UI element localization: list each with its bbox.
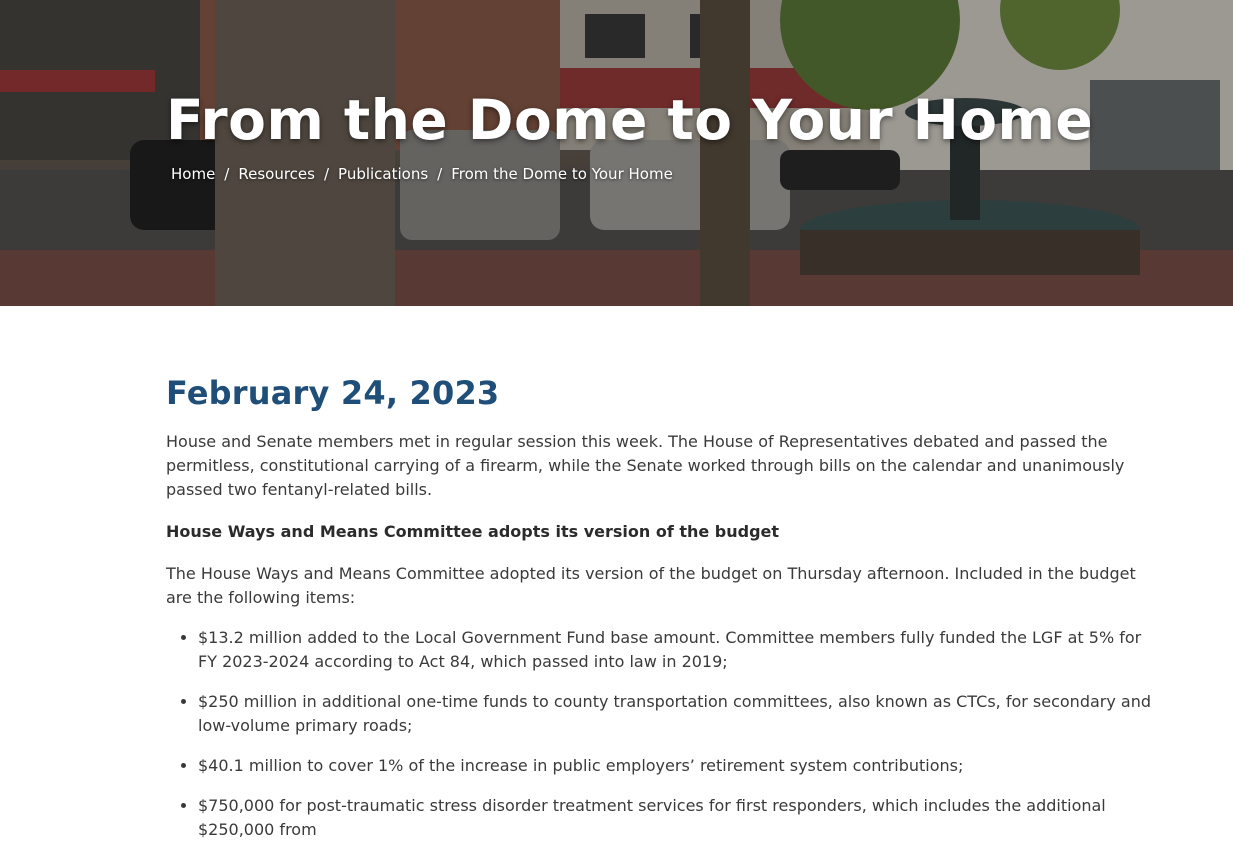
list-item: • $13.2 million added to the Local Government Fund base amount. Committee members fully funded the LGF at 5% for FY 2023-2024 according to Act 84, which passed into law in 2019; [198, 626, 1156, 674]
breadcrumb-separator: / [323, 165, 330, 183]
list-item: • $750,000 for post-traumatic stress disorder treatment services for first responders, which includes the additional $250,000 from [198, 794, 1156, 842]
article-intro: House and Senate members met in regular session this week. The House of Representatives debated and passed the permitless, constitutional carrying of a firearm, while the Senate worked through bills on the calendar and unanimously passed two fentanyl-related bills. [166, 432, 1125, 499]
article-content [0, 374, 1156, 842]
section-subheading: House Ways and Means Committee adopts its version of the budget [166, 522, 780, 541]
breadcrumb-current: From the Dome to Your Home [451, 165, 673, 183]
breadcrumb-resources-link[interactable]: Resources [238, 165, 315, 183]
breadcrumb-separator: / [224, 165, 230, 183]
hero-banner [0, 0, 1233, 306]
breadcrumb [171, 165, 673, 183]
breadcrumb-publications-link[interactable]: Publications [338, 165, 429, 183]
article-date-heading: February 24, 2023 [166, 374, 500, 412]
budget-items-list [166, 626, 1156, 842]
list-item: • $40.1 million to cover 1% of the increase in public employers’ retirement system contributions; [198, 754, 1156, 778]
hero-overlay [0, 0, 1233, 306]
section-lead: The House Ways and Means Committee adopted its version of the budget on Thursday afternoon. Included in the budget are the following items: [166, 564, 1136, 607]
list-item: • $250 million in additional one-time funds to county transportation committees, also known as CTCs, for secondary and low-volume primary roads; [198, 690, 1156, 738]
page-title: From the Dome to Your Home [166, 88, 1094, 152]
breadcrumb-home-link[interactable]: Home [171, 165, 216, 183]
breadcrumb-separator: / [437, 165, 443, 183]
